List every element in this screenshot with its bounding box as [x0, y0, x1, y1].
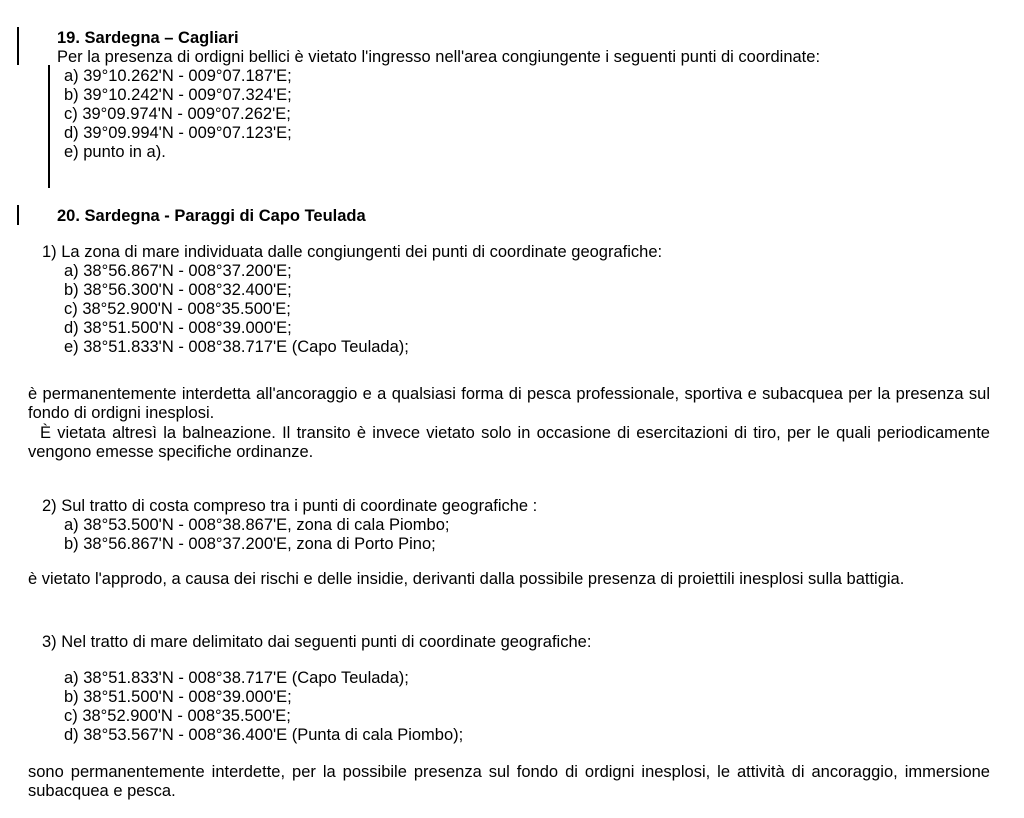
p2-intro: 2) Sul tratto di costa compreso tra i punti di coordinate geografiche :	[42, 497, 538, 515]
p1-intro: 1) La zona di mare individuata dalle congiungenti dei punti di coordinate geografiche:	[42, 243, 663, 261]
list-item: b) 39°10.242'N - 009°07.324'E;	[64, 86, 292, 104]
list-item: b) 38°56.867'N - 008°37.200'E, zona di Porto Pino;	[64, 535, 436, 553]
section-19-intro: Per la presenza di ordigni bellici è vietato l'ingresso nell'area congiungente i seguenti punti di coordinate:	[57, 48, 821, 66]
list-item: a) 39°10.262'N - 009°07.187'E;	[64, 67, 292, 85]
list-item: d) 39°09.994'N - 009°07.123'E;	[64, 124, 292, 142]
section-19-title: 19. Sardegna – Cagliari	[57, 29, 239, 47]
list-item: a) 38°56.867'N - 008°37.200'E;	[64, 262, 292, 280]
section-20-title: 20. Sardegna - Paraggi di Capo Teulada	[57, 207, 366, 225]
revision-bar	[17, 27, 19, 65]
p1-text2: È vietata altresì la balneazione. Il transito è invece vietato solo in occasione di esercitazioni di tiro, per le quali periodicamente vengono emesse specifiche ordinanze.	[28, 424, 990, 461]
list-item: b) 38°56.300'N - 008°32.400'E;	[64, 281, 292, 299]
list-item: c) 38°52.900'N - 008°35.500'E;	[64, 300, 291, 318]
p1-text: è permanentemente interdetta all'ancoraggio e a qualsiasi forma di pesca professionale, sportiva e subacquea per la presenza sul fondo di ordigni inesplosi.	[28, 385, 990, 422]
list-item: e) punto in a).	[64, 143, 166, 161]
p3-intro: 3) Nel tratto di mare delimitato dai seguenti punti di coordinate geografiche:	[42, 633, 592, 651]
list-item: d) 38°53.567'N - 008°36.400'E (Punta di cala Piombo);	[64, 726, 464, 744]
list-item: c) 38°52.900'N - 008°35.500'E;	[64, 707, 291, 725]
list-item: d) 38°51.500'N - 008°39.000'E;	[64, 319, 292, 337]
p3-text: sono permanentemente interdette, per la possibile presenza sul fondo di ordigni inesplosi, le attività di ancoraggio, immersione subacquea e pesca.	[28, 763, 990, 800]
list-item: a) 38°53.500'N - 008°38.867'E, zona di cala Piombo;	[64, 516, 450, 534]
list-item: a) 38°51.833'N - 008°38.717'E (Capo Teulada);	[64, 669, 409, 687]
revision-bar	[17, 205, 19, 225]
p2-text: è vietato l'approdo, a causa dei rischi e delle insidie, derivanti dalla possibile presenza di proiettili inesplosi sulla battigia.	[28, 570, 905, 588]
list-item: b) 38°51.500'N - 008°39.000'E;	[64, 688, 292, 706]
list-item: e) 38°51.833'N - 008°38.717'E (Capo Teulada);	[64, 338, 409, 356]
list-item: c) 39°09.974'N - 009°07.262'E;	[64, 105, 291, 123]
revision-bar	[48, 65, 50, 188]
